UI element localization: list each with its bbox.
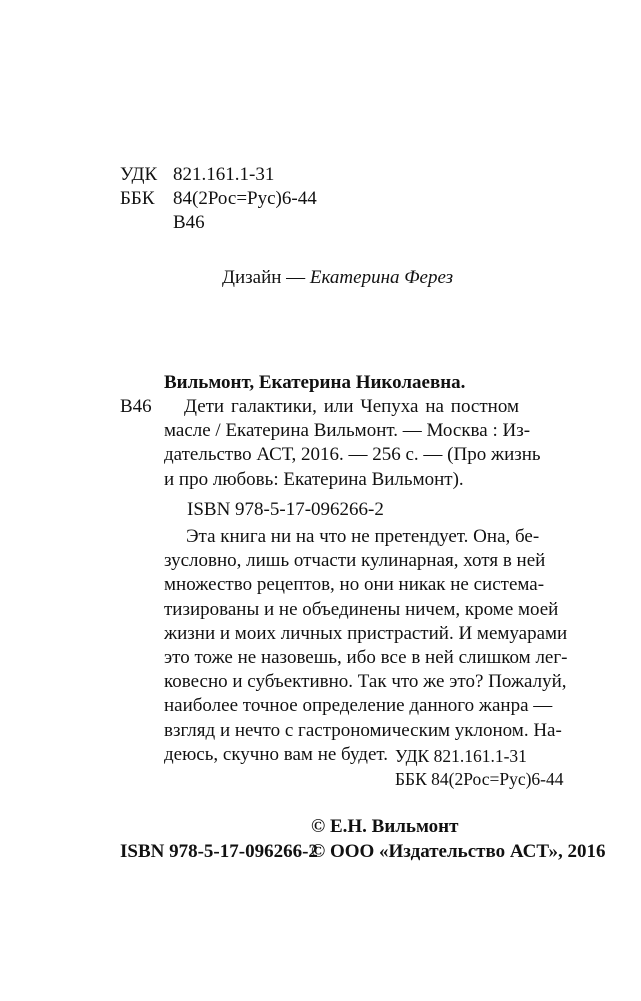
- annotation-line: зусловно, лишь отчасти кулинарная, хотя в ней: [164, 550, 546, 572]
- copyright-isbn: ISBN 978-5-17-096266-2: [120, 841, 318, 862]
- annotation-line: Эта книга ни на что не претендует. Она, бе-: [186, 526, 540, 547]
- author-mark-card: В46: [120, 396, 152, 417]
- annotation-line: наиболее точное определение данного жанра —: [164, 695, 553, 717]
- catalog-description: [164, 395, 541, 492]
- udk-value: 821.161.1-31: [173, 164, 275, 185]
- catalog-isbn: ISBN 978-5-17-096266-2: [187, 499, 384, 520]
- annotation-line: взгляд и нечто с гастрономическим уклоном. На-: [164, 719, 562, 741]
- design-credit: [222, 266, 453, 290]
- annotation-line: тизированы и не объединены ничем, кроме моей: [164, 598, 559, 620]
- annotation-line: жизни и моих личных пристрастий. И мемуарами: [164, 622, 568, 644]
- annotation-line: деюсь, скучно вам не будет.: [164, 743, 389, 765]
- design-credit-label: Дизайн —: [222, 267, 310, 288]
- annotation-line: это тоже не назовешь, ибо все в ней слишком лег-: [164, 647, 568, 669]
- annotation-line: множество рецептов, но они никак не система-: [164, 574, 545, 596]
- copyright-publisher: © ООО «Издательство АСТ», 2016: [311, 841, 606, 862]
- annotation-text: [164, 525, 568, 767]
- annotation-bbk: ББК 84(2Рос=Рус)6-44: [395, 769, 564, 789]
- bbk-value: 84(2Рос=Рус)6-44: [173, 188, 317, 209]
- author-mark-top: В46: [173, 212, 205, 233]
- bbk-label: ББК: [120, 188, 155, 209]
- design-credit-name: Екатерина Ферез: [309, 267, 454, 288]
- catalog-line: дательство АСТ, 2016. — 256 с. — (Про жизнь: [164, 444, 541, 466]
- annotation-line: ковесно и субъективно. Так что же это? Пожалуй,: [164, 671, 567, 693]
- catalog-line: и про любовь: Екатерина Вильмонт).: [164, 468, 464, 490]
- annotation-udk: УДК 821.161.1-31: [395, 746, 527, 766]
- catalog-line: Дети галактики, или Чепуха на постном: [184, 396, 519, 417]
- catalog-line: масле / Екатерина Вильмонт. — Москва : Из-: [164, 420, 531, 442]
- author-heading: Вильмонт, Екатерина Николаевна.: [164, 372, 466, 393]
- copyright-author: © Е.Н. Вильмонт: [311, 816, 459, 837]
- udk-label: УДК: [120, 164, 158, 185]
